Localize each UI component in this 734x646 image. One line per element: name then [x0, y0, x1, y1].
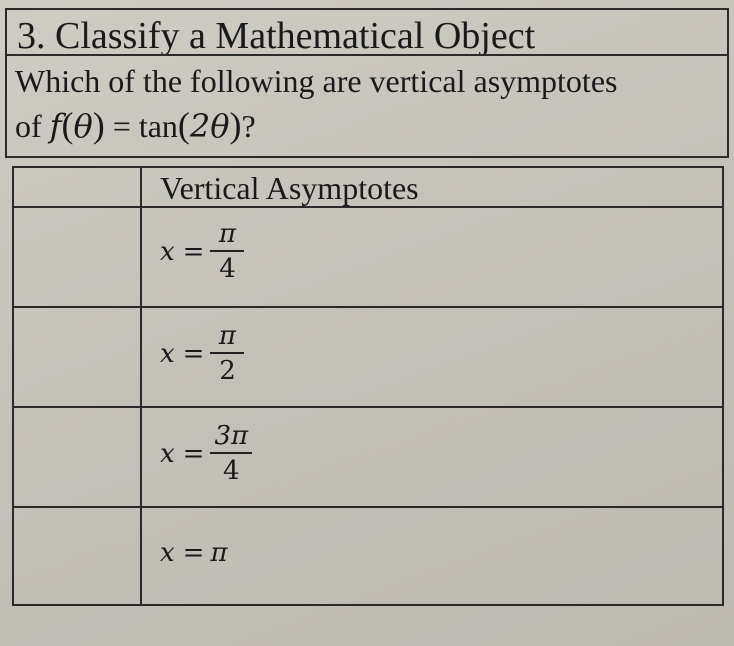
asymptote-option: x = $\frac{3\pi}{4}$ [160, 420, 252, 488]
question-of-word: of [15, 108, 42, 144]
table-header-row [14, 168, 722, 208]
table-row [14, 408, 722, 508]
selection-cell[interactable] [14, 208, 142, 306]
question-box [5, 54, 729, 158]
fraction: $\frac{\pi}{2}$ [210, 320, 244, 388]
asymptote-option: x = π [160, 538, 228, 568]
function-equals: = [112, 108, 131, 144]
function-name: f [49, 107, 62, 145]
checkbox-column-header [14, 168, 142, 206]
function-rhs-argument: 2θ [189, 107, 230, 145]
asymptote-option: x = $\frac{\pi}{2}$ [160, 320, 244, 388]
asymptote-table [12, 166, 724, 606]
function-definition: of f(θ) = tan(2θ)? [15, 105, 256, 145]
fraction: $\frac{3\pi}{4}$ [210, 420, 252, 488]
table-row [14, 208, 722, 308]
title-box [5, 8, 729, 57]
question-mark: ? [241, 108, 256, 144]
table-header: Vertical Asymptotes [160, 170, 419, 206]
selection-cell[interactable] [14, 308, 142, 406]
fraction: $\frac{\pi}{4}$ [210, 218, 244, 286]
selection-cell[interactable] [14, 408, 142, 506]
table-row [14, 308, 722, 408]
asymptote-option: x = $\frac{\pi}{4}$ [160, 218, 244, 286]
function-rhs-name: tan [138, 108, 178, 144]
function-variable: θ [73, 107, 93, 145]
question-text: Which of the following are vertical asymptotes [15, 63, 618, 99]
selection-cell[interactable] [14, 508, 142, 604]
table-row [14, 508, 722, 604]
problem-title: 3. Classify a Mathematical Object [17, 15, 536, 57]
